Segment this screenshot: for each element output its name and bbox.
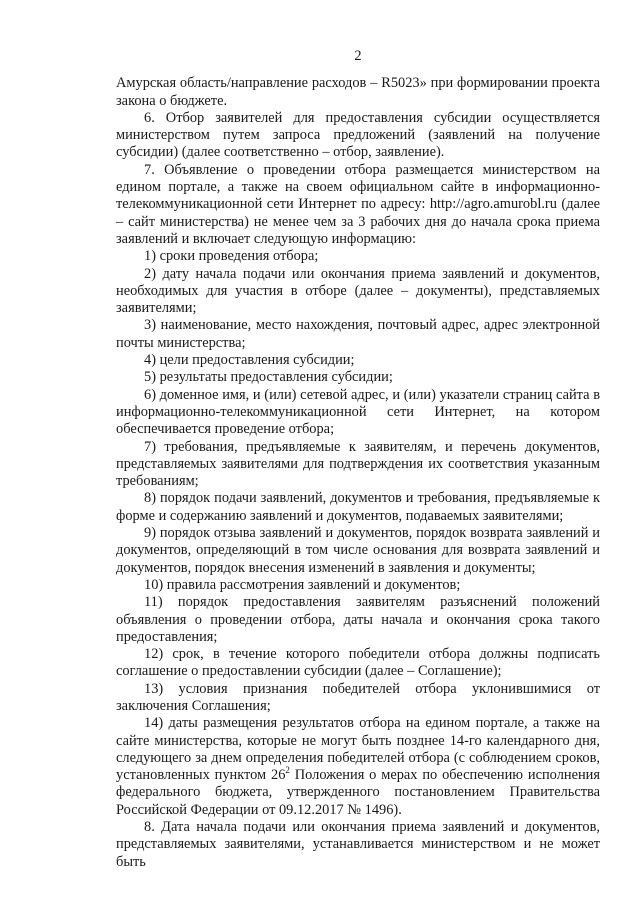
list-item: 13) условия признания победителей отбора уклонившимися от заключения Соглашения; (116, 680, 600, 714)
list-item: 3) наименование, место нахождения, почтовый адрес, адрес электронной почты министерства; (116, 317, 600, 351)
paragraph-6: 6. Отбор заявителей для предоставления субсидии осуществляется министерством путем запроса предложений (заявлений на получение субсидии) (далее соответственно – отбор, заявление). (116, 109, 600, 161)
list-item: 10) правила рассмотрения заявлений и документов; (144, 576, 461, 593)
list-item: 11) порядок предоставления заявителям разъяснений положений объявления о проведении отбора, даты начала и окончания срока такого предоставления; (116, 594, 600, 645)
paragraph-8: 8. Дата начала подачи или окончания приема заявлений и документов, представляемых заявителями, устанавливается министерством и не может быть (116, 819, 600, 870)
list-item: 12) срок, в течение которого победители отбора должны подписать соглашение о предоставлении субсидии (далее – Соглашение); (116, 646, 600, 680)
list-item: 8) порядок подачи заявлений, документов и требования, предъявляемые к форме и содержанию заявлений и документов, подаваемых заявителями; (116, 490, 600, 524)
paragraph-7: 7. Объявление о проведении отбора размещается министерством на едином портале, а также на своем официальном сайте в информационно-телекоммуникационной сети Интернет по адресу: http://agro.amurobl.ru (далее – сайт министерства) не менее чем за 3 рабочих дня до начала срока приема заявлений и включает следующую информацию: (116, 161, 600, 247)
list-item: 6) доменное имя, и (или) сетевой адрес, и (или) указатели страниц сайта в информационно-телекоммуникационной сети Интернет, на котором обеспечивается проведение отбора; (116, 386, 600, 438)
list-item-14 (116, 715, 600, 819)
item14-text-before: 14) даты размещения результатов отбора на едином портале, а также на сайте министерства, которые не могут быть позднее 14-го календарного дня, следующего за днем определения победителей отбора (с соблюдением сроков, установленных пунктом 26 (116, 715, 600, 784)
paragraph-continuation: Амурская область/направление расходов – R5023» при формировании проекта закона о бюджете. (116, 75, 600, 109)
list-item: 7) требования, предъявляемые к заявителям, и перечень документов, представляемых заявителями для подтверждения их соответствия указанным требованиям; (116, 438, 600, 490)
superscript: 2 (285, 765, 290, 776)
list-item: 1) сроки проведения отбора; (144, 248, 319, 265)
list-item: 9) порядок отзыва заявлений и документов, порядок возврата заявлений и документов, определяющий в том числе основания для возврата заявлений и документов, порядок внесения изменений в заявления и документы; (116, 525, 600, 576)
list-item: 5) результаты предоставления субсидии; (144, 369, 393, 386)
page-number: 2 (354, 48, 362, 64)
list-item: 4) цели предоставления субсидии; (144, 352, 355, 369)
item14-text-after: Положения о мерах по обеспечению исполнения федерального бюджета, утвержденного постановлением Правительства Российской Федерации от 09.12.2017 № 1496). (116, 767, 600, 818)
document-page (116, 48, 600, 871)
list-item: 2) дату начала подачи или окончания приема заявлений и документов, необходимых для участия в отборе (далее – документы), представляемых заявителями; (116, 265, 600, 317)
